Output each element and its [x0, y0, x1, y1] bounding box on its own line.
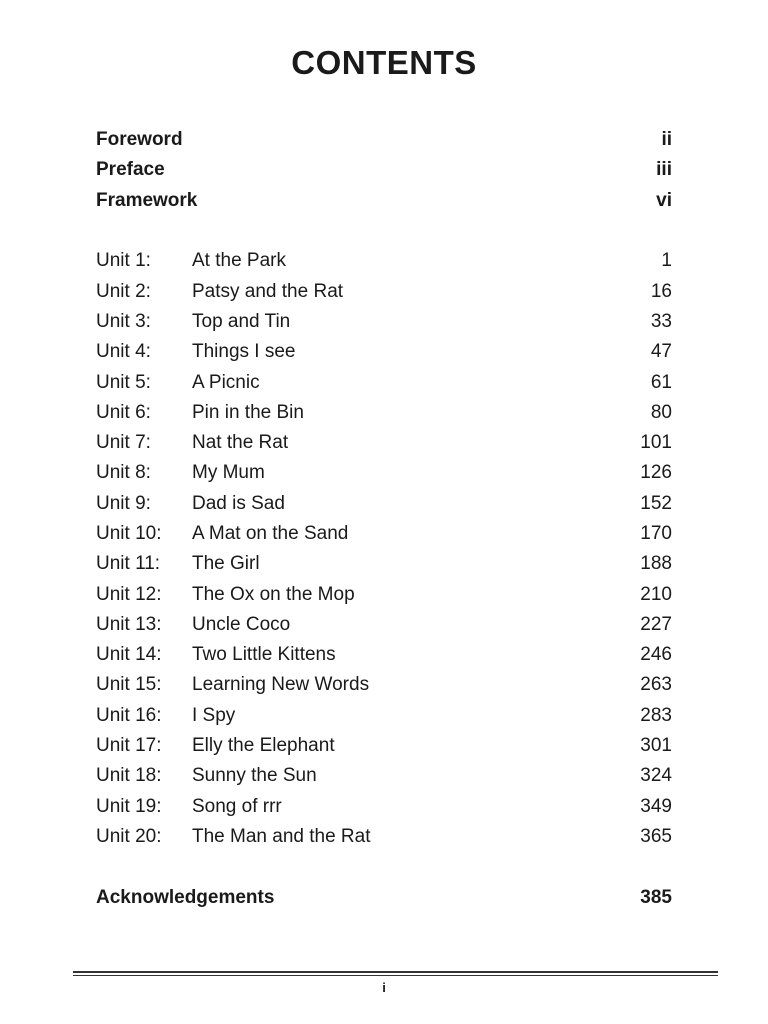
unit-number: Unit 3: — [96, 310, 151, 332]
unit-number: Unit 16: — [96, 704, 162, 726]
toc-entry-acknowledgements[interactable] — [96, 882, 672, 912]
entry-page-number: 301 — [640, 735, 672, 757]
toc-entry-unit-3[interactable] — [96, 307, 672, 337]
unit-number: Unit 14: — [96, 644, 162, 666]
entry-page-number: ii — [661, 129, 672, 151]
toc-entry-unit-17[interactable] — [96, 731, 672, 761]
unit-number: Unit 15: — [96, 674, 162, 696]
toc-entry-unit-14[interactable] — [96, 640, 672, 670]
unit-title: Uncle Coco — [192, 613, 291, 635]
unit-title: A Mat on the Sand — [192, 523, 349, 544]
entry-label: Foreword — [96, 129, 183, 151]
table-of-contents — [96, 125, 672, 913]
unit-number: Unit 20: — [96, 825, 162, 847]
entry-page-number: 210 — [640, 583, 672, 605]
toc-entry-unit-16[interactable] — [96, 701, 672, 731]
entry-label: Acknowledgements — [96, 886, 275, 908]
toc-entry-unit-12[interactable] — [96, 579, 672, 609]
section-spacer — [96, 216, 672, 246]
unit-title: Nat the Rat — [192, 432, 289, 454]
entry-page-number: 227 — [640, 613, 672, 635]
unit-number: Unit 10: — [96, 523, 162, 544]
toc-entry-unit-8[interactable] — [96, 458, 672, 488]
toc-entry-unit-13[interactable] — [96, 610, 672, 640]
entry-page-number: 246 — [640, 644, 672, 666]
unit-title: A Picnic — [192, 371, 260, 393]
toc-entry-framework[interactable] — [96, 186, 672, 216]
unit-title: Top and Tin — [192, 310, 291, 332]
toc-entry-unit-15[interactable] — [96, 670, 672, 700]
toc-entry-unit-1[interactable] — [96, 246, 672, 276]
unit-title: My Mum — [192, 462, 265, 484]
unit-title: The Man and the Rat — [192, 825, 371, 847]
section-spacer — [96, 852, 672, 882]
toc-entry-unit-7[interactable] — [96, 428, 672, 458]
unit-number: Unit 7: — [96, 432, 151, 454]
unit-number: Unit 13: — [96, 613, 162, 635]
toc-entry-unit-11[interactable] — [96, 549, 672, 579]
toc-entry-unit-19[interactable] — [96, 792, 672, 822]
unit-number: Unit 17: — [96, 735, 162, 757]
entry-page-number: 47 — [650, 341, 672, 363]
unit-number: Unit 18: — [96, 765, 162, 787]
entry-page-number: iii — [656, 159, 672, 181]
entry-page-number: 188 — [640, 553, 672, 575]
unit-title: Song of rrr — [192, 795, 282, 817]
front-matter-list — [96, 125, 672, 216]
toc-entry-unit-9[interactable] — [96, 489, 672, 519]
toc-entry-unit-6[interactable] — [96, 398, 672, 428]
entry-page-number: 263 — [640, 674, 672, 696]
entry-page-number: 349 — [640, 795, 672, 817]
entry-page-number: 324 — [640, 765, 672, 787]
entry-page-number: 152 — [640, 492, 672, 514]
entry-page-number: 80 — [650, 401, 672, 423]
unit-title: Dad is Sad — [192, 492, 285, 514]
unit-title: The Girl — [192, 553, 260, 575]
entry-page-number: 126 — [640, 462, 672, 484]
unit-number: Unit 1: — [96, 250, 151, 272]
unit-title: I Spy — [192, 704, 236, 726]
page-title: CONTENTS — [291, 44, 477, 81]
unit-title: The Ox on the Mop — [192, 583, 355, 605]
unit-title: Learning New Words — [192, 674, 370, 696]
entry-page-number: 170 — [640, 523, 672, 544]
unit-title: Elly the Elephant — [192, 735, 335, 757]
unit-title: Two Little Kittens — [192, 644, 336, 666]
unit-number: Unit 6: — [96, 401, 151, 423]
unit-number: Unit 11: — [96, 553, 161, 575]
toc-entry-preface[interactable] — [96, 155, 672, 185]
entry-page-number: 1 — [661, 250, 672, 272]
toc-entry-unit-10[interactable] — [96, 519, 672, 549]
entry-page-number: 283 — [640, 704, 672, 726]
entry-page-number: 101 — [640, 432, 672, 454]
entry-page-number: 16 — [650, 280, 672, 302]
unit-number: Unit 4: — [96, 341, 151, 363]
unit-number: Unit 8: — [96, 462, 151, 484]
toc-entry-unit-18[interactable] — [96, 761, 672, 791]
unit-number: Unit 12: — [96, 583, 162, 605]
unit-title: Things I see — [192, 341, 296, 363]
unit-title: Patsy and the Rat — [192, 280, 344, 302]
entry-label: Preface — [96, 159, 165, 181]
toc-entry-foreword[interactable] — [96, 125, 672, 155]
unit-title: At the Park — [192, 250, 286, 272]
entry-page-number: 365 — [640, 825, 672, 847]
entry-page-number: 385 — [640, 886, 672, 908]
unit-number: Unit 9: — [96, 492, 151, 514]
toc-entry-unit-2[interactable] — [96, 276, 672, 306]
entry-label: Framework — [96, 189, 198, 211]
units-list — [96, 246, 672, 852]
entry-page-number: vi — [656, 189, 672, 211]
unit-number: Unit 2: — [96, 280, 151, 302]
unit-title: Pin in the Bin — [192, 401, 304, 423]
back-matter-list — [96, 882, 672, 912]
entry-page-number: 61 — [650, 371, 672, 393]
unit-number: Unit 19: — [96, 795, 162, 817]
footer-rule — [73, 971, 718, 976]
unit-title: Sunny the Sun — [192, 765, 317, 787]
toc-entry-unit-20[interactable] — [96, 822, 672, 852]
toc-entry-unit-5[interactable] — [96, 367, 672, 397]
toc-entry-unit-4[interactable] — [96, 337, 672, 367]
entry-page-number: 33 — [650, 310, 672, 332]
footer-page-number: i — [382, 980, 386, 995]
unit-number: Unit 5: — [96, 371, 151, 393]
